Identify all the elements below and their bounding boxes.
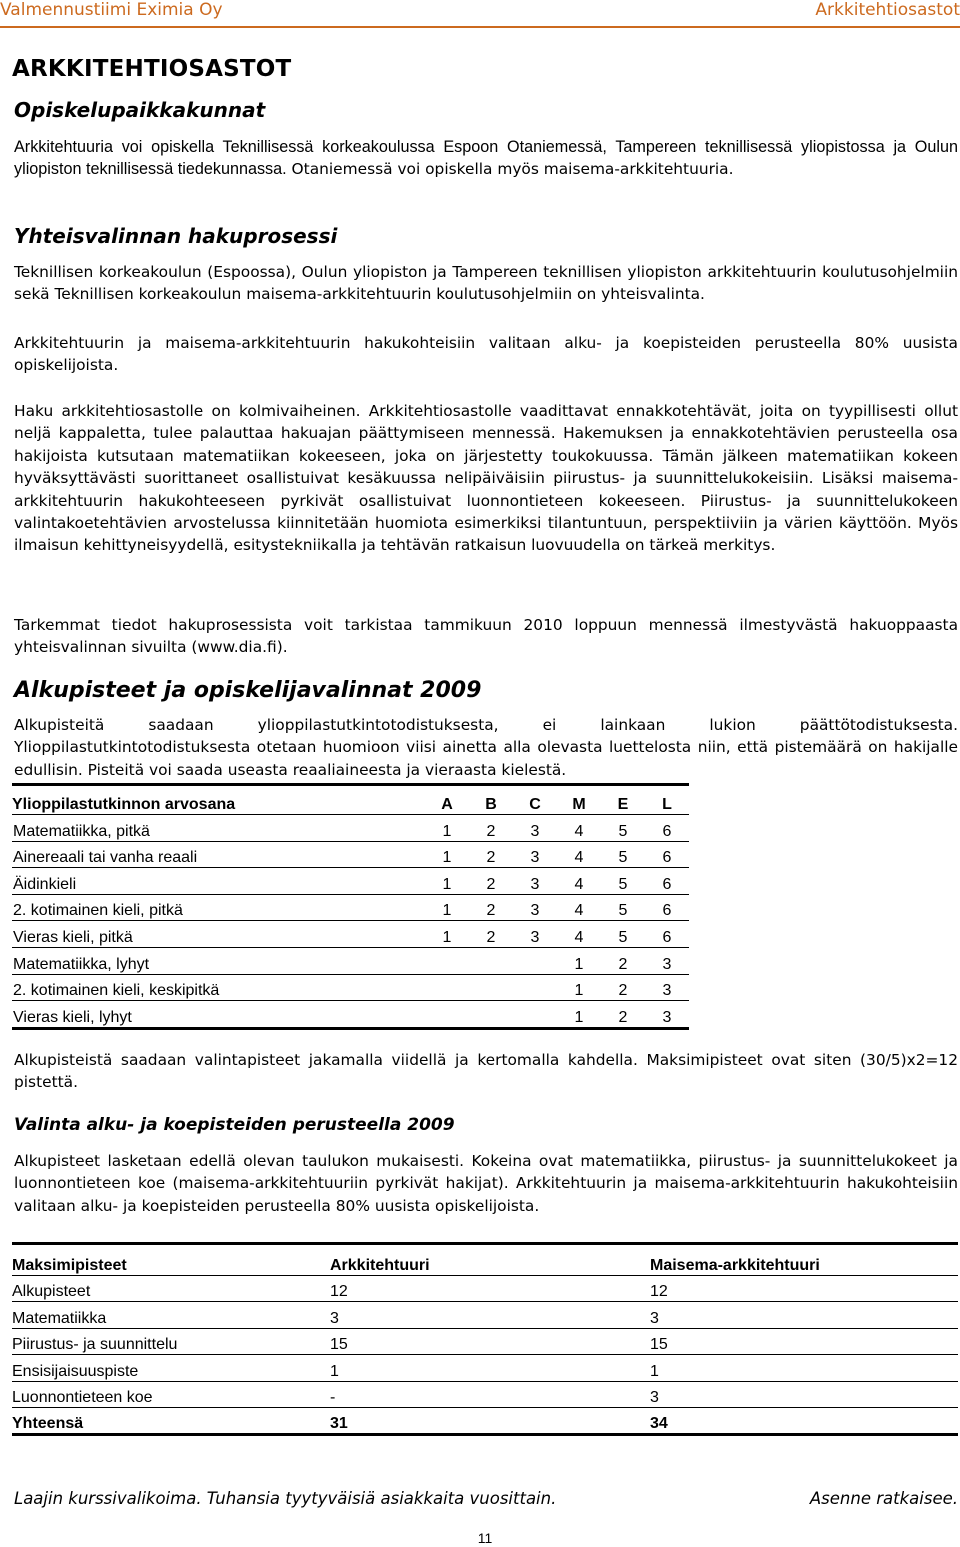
paragraph-more-info: Tarkemmat tiedot hakuprosessista voit tarkistaa tammikuun 2010 loppuun mennessä ilmestyvästä hakuoppaasta yhteisvalinnan sivuilta (www.dia.fi). [14,616,958,657]
table-row [12,868,689,895]
score-cell: 2 [601,1001,645,1029]
points-total-arkkitehtuuri: 31 [330,1407,650,1434]
score-cell: 3 [645,1001,689,1029]
header-company: Valmennustiimi Eximia Oy [0,0,223,20]
score-cell: 6 [645,894,689,921]
score-cell: 1 [557,974,601,1001]
table-row [12,894,689,921]
score-cell [425,1001,469,1029]
grade-table-header-label: Ylioppilastutkinnon arvosana [12,785,425,815]
points-value-cell: 12 [650,1276,958,1302]
subject-cell: Ainereaali tai vanha reaali [12,841,425,868]
score-cell: 5 [601,921,645,948]
score-cell: 1 [425,841,469,868]
study-locations-otaniemi: Otaniemessä voi opiskella myös maisema-arkkitehtuuria. [286,160,734,179]
page-number: 11 [477,1530,493,1546]
paragraph-admission-share: Arkkitehtuurin ja maisema-arkkitehtuurin hakukohteisiin valitaan alku- ja koepisteiden perusteella 80% uusista opiskelijoista. [14,334,958,375]
paragraph-application-phases: Haku arkkitehtiosastolle on kolmivaiheinen. Arkkitehtiosastolle vaadittavat ennakkotehtävät, joita on tyypillisesti ollut neljä kappaletta, tulee palauttaa hakuajan päättymiseen mennessä. Hakemuksen ja ennakkotehtävien perusteella osa hakijoista kutsutaan matematiikan kokeeseen, joka on järjestetty toukokuussa. Tämän jälkeen matematiikan kokeen hyväksyttävästi suorittaneet osallistuivat kesäkuussa nelipäiväisiin piirustus- ja suunnittelukokeisiin. Lisäksi maisema-arkkitehtuurin hakukohteeseen pyrkivät osallistuivat luonnontieteen kokeeseen. Piirustus- ja suunnittelukokeen valintakoetehtävien arvostelussa kiinnitetään huomiota esimerkiksi tilantuntuun, perspektiiviin ja värien käyttöön. Myös ilmaisun kehittyneisyydellä, esitystekniikalla ja tehtävän ratkaisun luovuudella on tärkeä merkitys. [14,402,958,555]
table-row [12,1381,958,1407]
points-item-cell: Alkupisteet [12,1276,330,1302]
subject-cell: 2. kotimainen kieli, pitkä [12,894,425,921]
points-item-cell: Ensisijaisuuspiste [12,1355,330,1381]
grade-col-e: E [601,785,645,815]
score-cell: 3 [513,921,557,948]
score-cell: 6 [645,868,689,895]
heading-valinta: Valinta alku- ja koepisteiden perusteella 2009 [14,1115,455,1135]
score-cell: 1 [557,1001,601,1029]
points-total-row [12,1407,958,1434]
score-cell: 1 [557,947,601,974]
score-cell: 6 [645,921,689,948]
heading-alkupisteet: Alkupisteet ja opiskelijavalinnat 2009 [14,678,482,703]
points-value-cell: 15 [330,1328,650,1354]
score-cell: 2 [601,974,645,1001]
score-cell: 3 [645,974,689,1001]
subject-cell: Vieras kieli, pitkä [12,921,425,948]
points-header-maisema: Maisema-arkkitehtuuri [650,1244,958,1276]
score-cell [425,947,469,974]
footer-tagline: Asenne ratkaisee. [809,1489,958,1508]
points-total-label: Yhteensä [12,1407,330,1434]
score-cell [425,974,469,1001]
table-row [12,947,689,974]
score-cell: 5 [601,894,645,921]
grade-col-m: M [557,785,601,815]
score-cell: 3 [513,868,557,895]
subject-cell: 2. kotimainen kieli, keskipitkä [12,974,425,1001]
points-total-maisema: 34 [650,1407,958,1434]
points-header-label: Maksimipisteet [12,1244,330,1276]
paragraph-joint-admission: Teknillisen korkeakoulun (Espoossa), Oulun yliopiston ja Tampereen teknillisen yliopiston arkkitehtuurin koulutusohjelmiin sekä Teknillisen korkeakoulun maisema-arkkitehtuurin koulutusohjelmiin on yhteisvalinta. [14,263,958,304]
score-cell: 5 [601,815,645,842]
table-row [12,841,689,868]
score-cell: 6 [645,815,689,842]
score-cell: 3 [513,815,557,842]
heading-yhteisvalinnan-hakuprosessi: Yhteisvalinnan hakuprosessi [14,224,338,248]
grade-table-header [12,785,689,815]
grade-col-l: L [645,785,689,815]
paragraph-selection-basis: Alkupisteet lasketaan edellä olevan taulukon mukaisesti. Kokeina ovat matematiikka, piirustus- ja suunnittelukokeet ja luonnontieteen koe (maisema-arkkitehtuuriin pyrkivät hakijat). Arkkitehtuurin ja maisema-arkkitehtuurin hakukohteisiin valitaan alku- ja koepisteiden perusteella 80% uusista opiskelijoista. [14,1152,958,1215]
score-cell: 2 [601,947,645,974]
score-cell: 4 [557,815,601,842]
score-cell: 3 [513,894,557,921]
points-value-cell: 3 [650,1302,958,1328]
score-cell [469,947,513,974]
points-value-cell: - [330,1381,650,1407]
score-cell: 5 [601,841,645,868]
table-row [12,1355,958,1381]
points-item-cell: Piirustus- ja suunnittelu [12,1328,330,1354]
table-row [12,815,689,842]
initial-points-text: Alkupisteitä saadaan ylioppilastutkintotodistuksesta, ei lainkaan lukion päättötodistuksesta. Ylioppilastutkintotodistuksesta otetaan huomioon viisi ainetta alla olevasta luettelosta niin, että pistemäärä on hakijalle edullisin. [14,716,958,779]
score-cell: 4 [557,894,601,921]
score-cell: 1 [425,894,469,921]
subject-cell: Vieras kieli, lyhyt [12,1001,425,1029]
score-cell: 1 [425,868,469,895]
points-value-cell: 1 [330,1355,650,1381]
score-cell [513,947,557,974]
score-cell [513,974,557,1001]
points-table-header [12,1244,958,1276]
grade-col-c: C [513,785,557,815]
initial-points-note: Pisteitä voi saada useasta reaaliaineesta ja vieraasta kielestä. [82,760,567,779]
score-cell: 6 [645,841,689,868]
score-cell: 2 [469,868,513,895]
score-cell: 1 [425,815,469,842]
score-cell: 2 [469,894,513,921]
header-divider [0,26,960,28]
paragraph-study-locations [14,136,958,181]
subject-cell: Äidinkieli [12,868,425,895]
points-value-cell: 3 [650,1381,958,1407]
grade-table [12,783,689,1030]
points-value-cell: 12 [330,1276,650,1302]
score-cell: 4 [557,921,601,948]
points-item-cell: Matematiikka [12,1302,330,1328]
table-row [12,1328,958,1354]
table-row [12,1302,958,1328]
score-cell: 3 [513,841,557,868]
score-cell: 4 [557,868,601,895]
heading-opiskelupaikkakunnat: Opiskelupaikkakunnat [14,98,266,122]
footer-slogan: Laajin kurssivalikoima. Tuhansia tyytyväisiä asiakkaita vuosittain. [14,1489,557,1508]
points-item-cell: Luonnontieteen koe [12,1381,330,1407]
score-cell: 3 [645,947,689,974]
score-cell: 1 [425,921,469,948]
score-cell: 2 [469,815,513,842]
score-cell: 5 [601,868,645,895]
page-title: ARKKITEHTIOSASTOT [12,56,292,82]
score-cell [469,1001,513,1029]
study-locations-text: Arkkitehtuuria voi opiskella Teknillisessä korkeakoulussa Espoon Otaniemessä, Tampereen teknillisessä yliopistossa ja Oulun yliopiston teknillisessä tiedekunnassa. [14,138,958,179]
points-table [12,1242,958,1436]
subject-cell: Matematiikka, lyhyt [12,947,425,974]
points-value-cell: 1 [650,1355,958,1381]
score-cell: 4 [557,841,601,868]
score-cell: 2 [469,841,513,868]
paragraph-selection-points: Alkupisteistä saadaan valintapisteet jakamalla viidellä ja kertomalla kahdella. Maksimipisteet ovat siten (30/5)x2=12 pistettä. [14,1051,958,1092]
header-section: Arkkitehtiosastot [815,0,960,20]
score-cell: 2 [469,921,513,948]
paragraph-initial-points [14,714,958,781]
table-row [12,1001,689,1029]
table-row [12,974,689,1001]
points-value-cell: 15 [650,1328,958,1354]
points-header-arkkitehtuuri: Arkkitehtuuri [330,1244,650,1276]
grade-col-a: A [425,785,469,815]
score-cell [469,974,513,1001]
subject-cell: Matematiikka, pitkä [12,815,425,842]
score-cell [513,1001,557,1029]
grade-col-b: B [469,785,513,815]
points-value-cell: 3 [330,1302,650,1328]
table-row [12,921,689,948]
table-row [12,1276,958,1302]
